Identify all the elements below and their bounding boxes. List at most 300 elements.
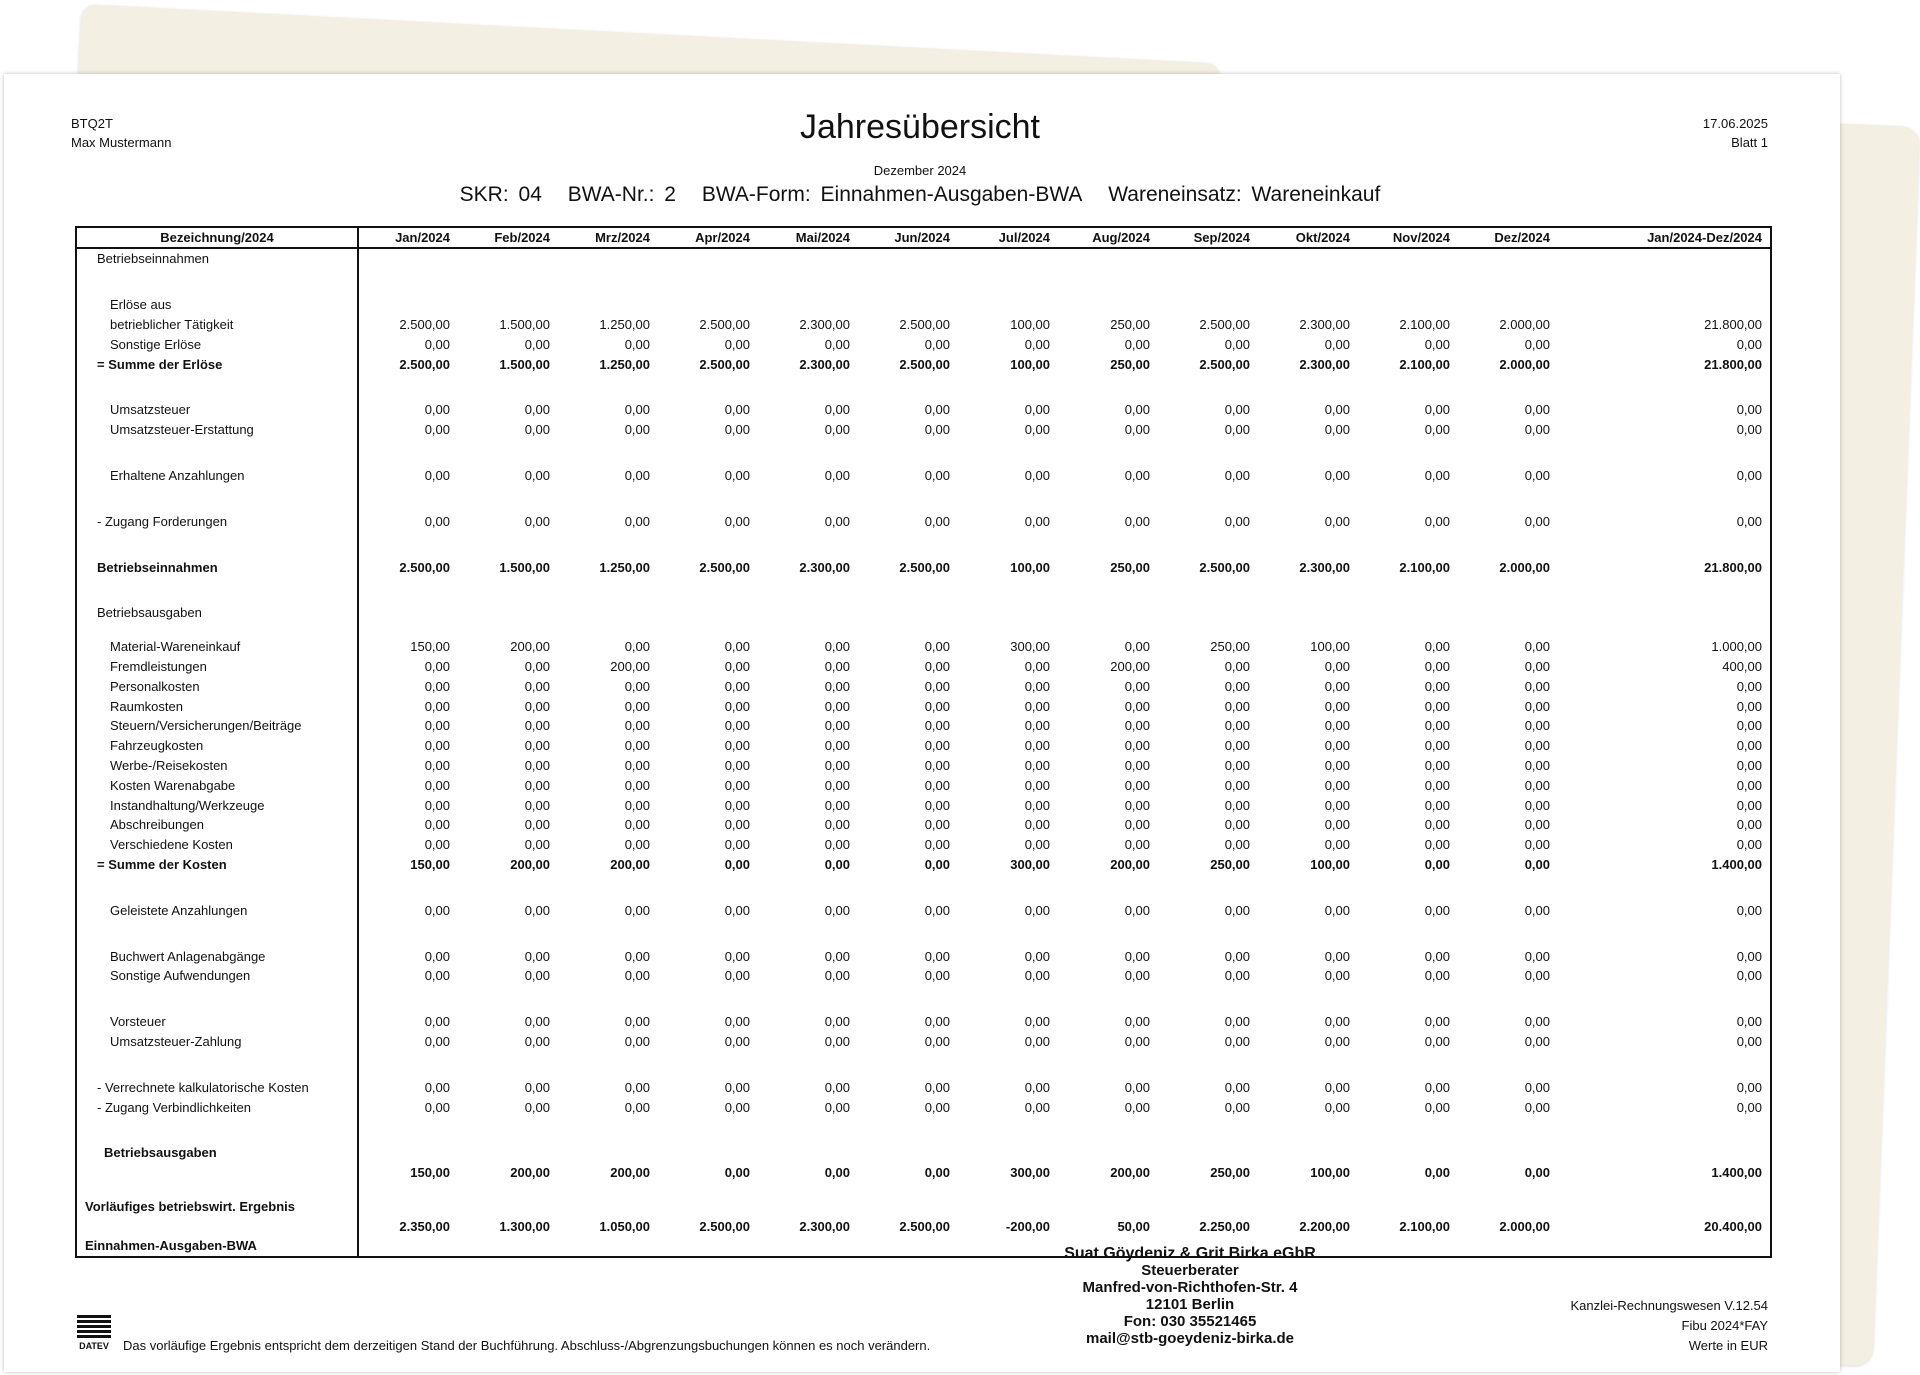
value-cell: 2.300,00 <box>799 559 850 575</box>
value-cell <box>958 295 1058 315</box>
value-cell: 0,00 <box>1224 658 1250 674</box>
spacer-cell <box>1058 374 1158 400</box>
spacer-cell <box>1558 1183 1771 1197</box>
value-cell: 0,00 <box>424 1014 450 1030</box>
value-cell: 0,00 <box>1524 797 1550 813</box>
row-label: Vorläufiges betriebswirt. Ergebnis <box>76 1197 358 1217</box>
spacer-row <box>76 623 1771 637</box>
value-cell <box>758 248 858 269</box>
value-cell: 0,00 <box>924 948 950 964</box>
value-cell <box>1158 1197 1258 1217</box>
value-cell: 0,00 <box>824 1165 850 1181</box>
value-cell: 0,00 <box>1324 467 1350 483</box>
value-cell: 0,00 <box>1224 757 1250 773</box>
spacer-cell <box>858 440 958 466</box>
row-label: Kosten Warenabgabe <box>76 775 358 795</box>
table-row <box>76 466 1771 486</box>
value-cell: 100,00 <box>1310 1165 1350 1181</box>
sheet-number: Blatt 1 <box>1731 135 1768 150</box>
row-label: Einnahmen-Ausgaben-BWA <box>76 1236 358 1257</box>
value-cell <box>758 1236 858 1257</box>
value-cell: 0,00 <box>1324 1033 1350 1049</box>
value-cell: 0,00 <box>1424 513 1450 529</box>
value-cell: 0,00 <box>1124 1033 1150 1049</box>
currency-note: Werte in EUR <box>1688 1338 1768 1353</box>
value-cell: 0,00 <box>1424 856 1450 872</box>
spacer-cell <box>1058 874 1158 900</box>
value-cell <box>358 248 458 269</box>
value-cell: 0,00 <box>624 1079 650 1095</box>
total-cell: 0,00 <box>1736 738 1762 754</box>
table-row <box>76 1012 1771 1032</box>
spacer-cell <box>658 531 758 557</box>
value-cell: 2.100,00 <box>1399 559 1450 575</box>
report-code: BTQ2T <box>71 116 113 131</box>
spacer-cell <box>858 623 958 637</box>
spacer-cell <box>1258 986 1358 1012</box>
spacer-cell <box>358 986 458 1012</box>
spacer-cell <box>858 374 958 400</box>
value-cell: 0,00 <box>1124 817 1150 833</box>
row-label: Steuern/Versicherungen/Beiträge <box>76 716 358 736</box>
total-cell: 0,00 <box>1736 902 1762 918</box>
value-cell <box>458 603 558 623</box>
column-header-month: Mai/2024 <box>758 227 858 248</box>
spacer-cell <box>458 874 558 900</box>
spacer-cell <box>76 1183 358 1197</box>
footer-right <box>1570 1296 1768 1356</box>
value-cell: 0,00 <box>1124 902 1150 918</box>
value-cell: 0,00 <box>1224 718 1250 734</box>
spacer-cell <box>458 1183 558 1197</box>
row-label: Fahrzeugkosten <box>76 736 358 756</box>
report-date: 17.06.2025 <box>1702 116 1768 131</box>
spacer-cell <box>858 1183 958 1197</box>
value-cell: 0,00 <box>824 738 850 754</box>
value-cell: 0,00 <box>924 777 950 793</box>
spacer-cell <box>76 440 358 466</box>
value-cell: 0,00 <box>424 817 450 833</box>
value-cell: 0,00 <box>624 738 650 754</box>
spacer-cell <box>1058 1117 1158 1143</box>
value-cell: 0,00 <box>724 658 750 674</box>
value-cell: 0,00 <box>424 402 450 418</box>
datev-logo-icon <box>77 1315 111 1351</box>
spacer-cell <box>458 1051 558 1077</box>
spacer-cell <box>1258 1117 1358 1143</box>
spacer-cell <box>958 920 1058 946</box>
spacer-cell <box>358 531 458 557</box>
value-cell: 0,00 <box>1324 968 1350 984</box>
value-cell: 2.500,00 <box>899 316 950 332</box>
value-cell: 0,00 <box>724 698 750 714</box>
spacer-cell <box>1158 374 1258 400</box>
spacer-cell <box>1358 920 1458 946</box>
table-row <box>76 354 1771 374</box>
value-cell <box>858 1236 958 1257</box>
spacer-cell <box>458 531 558 557</box>
value-cell: 0,00 <box>924 718 950 734</box>
value-cell: 2.000,00 <box>1499 356 1550 372</box>
value-cell: 0,00 <box>1424 1033 1450 1049</box>
total-cell: 0,00 <box>1736 797 1762 813</box>
spacer-cell <box>1158 485 1258 511</box>
total-cell: 0,00 <box>1736 1079 1762 1095</box>
spacer-cell <box>1058 623 1158 637</box>
row-label: Fremdleistungen <box>76 657 358 677</box>
total-cell: 0,00 <box>1736 718 1762 734</box>
value-cell: 0,00 <box>824 777 850 793</box>
value-cell: 0,00 <box>924 1099 950 1115</box>
table-row <box>76 334 1771 354</box>
value-cell <box>858 295 958 315</box>
value-cell: 0,00 <box>624 678 650 694</box>
value-cell: 0,00 <box>1424 639 1450 655</box>
table-row <box>76 1163 1771 1183</box>
value-cell <box>1058 295 1158 315</box>
value-cell: 2.300,00 <box>1299 559 1350 575</box>
spacer-cell <box>1158 1117 1258 1143</box>
spacer-cell <box>858 986 958 1012</box>
value-cell: 0,00 <box>1124 402 1150 418</box>
value-cell <box>1058 248 1158 269</box>
row-label: Instandhaltung/Werkzeuge <box>76 795 358 815</box>
value-cell: 0,00 <box>1424 948 1450 964</box>
value-cell: 0,00 <box>824 856 850 872</box>
value-cell: 0,00 <box>1524 698 1550 714</box>
spacer-cell <box>358 485 458 511</box>
value-cell: 0,00 <box>1524 757 1550 773</box>
value-cell: 0,00 <box>724 639 750 655</box>
spacer-cell <box>1358 374 1458 400</box>
value-cell: 0,00 <box>1224 797 1250 813</box>
value-cell: 0,00 <box>1124 422 1150 438</box>
value-cell <box>1258 295 1358 315</box>
spacer-cell <box>1258 531 1358 557</box>
skr: SKR: 04 <box>459 183 542 206</box>
value-cell: 0,00 <box>1124 678 1150 694</box>
value-cell: 0,00 <box>924 797 950 813</box>
spacer-row <box>76 1183 1771 1197</box>
value-cell: 0,00 <box>1324 658 1350 674</box>
value-cell: 0,00 <box>924 837 950 853</box>
spacer-cell <box>1558 1051 1771 1077</box>
value-cell: 0,00 <box>1524 639 1550 655</box>
value-cell <box>1358 1143 1458 1163</box>
value-cell: 0,00 <box>524 422 550 438</box>
value-cell <box>1258 603 1358 623</box>
value-cell: 0,00 <box>824 718 850 734</box>
value-cell: 2.500,00 <box>899 1218 950 1234</box>
value-cell: 0,00 <box>524 1099 550 1115</box>
spacer-cell <box>658 577 758 603</box>
row-label: = Summe der Erlöse <box>76 354 358 374</box>
value-cell: 0,00 <box>1124 639 1150 655</box>
value-cell: 2.300,00 <box>799 1218 850 1234</box>
table-row <box>76 855 1771 875</box>
row-label: Verschiedene Kosten <box>76 835 358 855</box>
spacer-cell <box>458 269 558 295</box>
total-cell: 0,00 <box>1736 698 1762 714</box>
value-cell: 0,00 <box>824 1079 850 1095</box>
spacer-cell <box>358 269 458 295</box>
column-header-month: Okt/2024 <box>1258 227 1358 248</box>
table-row <box>76 736 1771 756</box>
total-cell: 0,00 <box>1736 467 1762 483</box>
table-row <box>76 248 1771 269</box>
spacer-cell <box>358 374 458 400</box>
value-cell: 2.500,00 <box>699 316 750 332</box>
spacer-cell <box>1458 623 1558 637</box>
value-cell <box>1058 1143 1158 1163</box>
value-cell: 0,00 <box>624 467 650 483</box>
value-cell <box>758 295 858 315</box>
table-row <box>76 966 1771 986</box>
spacer-cell <box>1558 874 1771 900</box>
value-cell: 0,00 <box>1324 837 1350 853</box>
value-cell <box>1058 603 1158 623</box>
value-cell: 0,00 <box>624 1099 650 1115</box>
value-cell: 0,00 <box>1324 948 1350 964</box>
value-cell: 0,00 <box>1224 698 1250 714</box>
value-cell: 0,00 <box>1024 678 1050 694</box>
table-row <box>76 835 1771 855</box>
value-cell: 0,00 <box>724 968 750 984</box>
value-cell: 2.500,00 <box>1199 316 1250 332</box>
value-cell: 0,00 <box>1224 837 1250 853</box>
value-cell: 0,00 <box>1424 678 1450 694</box>
value-cell <box>558 603 658 623</box>
value-cell: 0,00 <box>424 467 450 483</box>
value-cell <box>458 1143 558 1163</box>
value-cell: 0,00 <box>924 513 950 529</box>
table-row <box>76 1216 1771 1236</box>
value-cell: 100,00 <box>1310 639 1350 655</box>
spacer-cell <box>958 874 1058 900</box>
value-cell: 0,00 <box>1024 1099 1050 1115</box>
row-label: Betriebsausgaben <box>76 1143 358 1163</box>
spacer-cell <box>76 1051 358 1077</box>
spacer-cell <box>658 874 758 900</box>
total-cell: 0,00 <box>1736 757 1762 773</box>
spacer-cell <box>558 577 658 603</box>
spacer-cell <box>958 623 1058 637</box>
value-cell: 0,00 <box>824 402 850 418</box>
spacer-cell <box>458 485 558 511</box>
value-cell: 0,00 <box>1424 336 1450 352</box>
value-cell <box>858 1197 958 1217</box>
table-row <box>76 657 1771 677</box>
software-version: Kanzlei-Rechnungswesen V.12.54 <box>1570 1298 1768 1313</box>
spacer-cell <box>758 920 858 946</box>
value-cell: 0,00 <box>1324 1099 1350 1115</box>
value-cell: 0,00 <box>824 757 850 773</box>
spacer-cell <box>558 874 658 900</box>
value-cell: 0,00 <box>1024 658 1050 674</box>
value-cell: 0,00 <box>824 698 850 714</box>
value-cell: 200,00 <box>510 1165 550 1181</box>
row-label: Werbe-/Reisekosten <box>76 756 358 776</box>
value-cell: 0,00 <box>424 513 450 529</box>
table-row <box>76 1143 1771 1163</box>
value-cell: 0,00 <box>424 698 450 714</box>
table-row <box>76 400 1771 420</box>
spacer-cell <box>1258 485 1358 511</box>
spacer-cell <box>858 531 958 557</box>
value-cell: 0,00 <box>524 513 550 529</box>
value-cell: 0,00 <box>424 948 450 964</box>
value-cell: 0,00 <box>1524 777 1550 793</box>
spacer-cell <box>958 440 1058 466</box>
value-cell: 0,00 <box>1424 658 1450 674</box>
value-cell <box>1158 248 1258 269</box>
total-cell: 0,00 <box>1736 837 1762 853</box>
header-right <box>1703 114 1768 152</box>
value-cell: 0,00 <box>624 902 650 918</box>
column-header-month: Sep/2024 <box>1158 227 1258 248</box>
spacer-cell <box>358 440 458 466</box>
value-cell: 0,00 <box>724 402 750 418</box>
row-label: Umsatzsteuer <box>76 400 358 420</box>
value-cell: 0,00 <box>1324 698 1350 714</box>
row-label: Umsatzsteuer-Zahlung <box>76 1032 358 1052</box>
spacer-cell <box>1258 623 1358 637</box>
spacer-cell <box>1558 440 1771 466</box>
table-row <box>76 775 1771 795</box>
value-cell: 0,00 <box>724 336 750 352</box>
spacer-cell <box>1158 269 1258 295</box>
value-cell: 0,00 <box>1424 467 1450 483</box>
spacer-cell <box>558 1051 658 1077</box>
spacer-cell <box>358 920 458 946</box>
value-cell: 0,00 <box>524 718 550 734</box>
value-cell <box>758 1143 858 1163</box>
value-cell: 2.000,00 <box>1499 316 1550 332</box>
value-cell: 0,00 <box>1224 777 1250 793</box>
spacer-cell <box>558 986 658 1012</box>
total-cell: 20.400,00 <box>1704 1218 1762 1234</box>
value-cell: 0,00 <box>1224 678 1250 694</box>
spacer-cell <box>858 1117 958 1143</box>
value-cell <box>1158 295 1258 315</box>
value-cell: 0,00 <box>924 968 950 984</box>
value-cell <box>358 1143 458 1163</box>
value-cell: 0,00 <box>1024 837 1050 853</box>
spacer-cell <box>76 874 358 900</box>
value-cell: 0,00 <box>1324 817 1350 833</box>
row-label: Geleistete Anzahlungen <box>76 900 358 920</box>
spacer-cell <box>1358 269 1458 295</box>
spacer-cell <box>1458 440 1558 466</box>
spacer-cell <box>1058 440 1158 466</box>
value-cell <box>1258 1143 1358 1163</box>
value-cell <box>758 1197 858 1217</box>
value-cell: 0,00 <box>624 513 650 529</box>
spacer-cell <box>1258 374 1358 400</box>
table-row <box>76 420 1771 440</box>
total-cell: 0,00 <box>1736 422 1762 438</box>
client-name: Max Mustermann <box>71 135 172 150</box>
value-cell: 1.050,00 <box>599 1218 650 1234</box>
spacer-cell <box>76 269 358 295</box>
value-cell: 0,00 <box>824 1099 850 1115</box>
column-header-label: Bezeichnung/2024 <box>76 227 358 248</box>
value-cell: 0,00 <box>724 678 750 694</box>
value-cell: 200,00 <box>1110 658 1150 674</box>
value-cell <box>1458 295 1558 315</box>
datev-logo-text: DATEV <box>79 1341 109 1351</box>
row-label: Sonstige Aufwendungen <box>76 966 358 986</box>
value-cell: 0,00 <box>424 658 450 674</box>
value-cell: 200,00 <box>1110 1165 1150 1181</box>
spacer-cell <box>1458 485 1558 511</box>
value-cell: 0,00 <box>924 467 950 483</box>
table-body <box>76 248 1771 1257</box>
column-header-month: Jul/2024 <box>958 227 1058 248</box>
value-cell <box>1458 1197 1558 1217</box>
value-cell: 0,00 <box>724 1099 750 1115</box>
value-cell: 0,00 <box>524 1079 550 1095</box>
value-cell: 1.500,00 <box>499 316 550 332</box>
spacer-cell <box>358 623 458 637</box>
spacer-cell <box>1258 440 1358 466</box>
value-cell: 0,00 <box>524 658 550 674</box>
value-cell <box>958 603 1058 623</box>
column-header-month: Jun/2024 <box>858 227 958 248</box>
stamp-name: Suat Göydeniz & Grit Birka eGbR <box>1064 1245 1316 1262</box>
spacer-cell <box>758 577 858 603</box>
value-cell: 200,00 <box>610 856 650 872</box>
spacer-cell <box>76 920 358 946</box>
value-cell: 0,00 <box>1224 513 1250 529</box>
value-cell <box>858 603 958 623</box>
value-cell: 2.500,00 <box>399 559 450 575</box>
value-cell <box>458 295 558 315</box>
value-cell: 0,00 <box>1524 902 1550 918</box>
value-cell: 0,00 <box>1424 1014 1450 1030</box>
value-cell: 0,00 <box>1424 757 1450 773</box>
footnote: Das vorläufige Ergebnis entspricht dem derzeitigen Stand der Buchführung. Abschluss-/Abgrenzungsbuchungen können es noch verändern. <box>123 1338 931 1353</box>
spacer-cell <box>1058 1183 1158 1197</box>
spacer-cell <box>1458 986 1558 1012</box>
report-period: Dezember 2024 <box>873 163 967 178</box>
spacer-cell <box>758 485 858 511</box>
spacer-cell <box>76 986 358 1012</box>
value-cell: 0,00 <box>1124 718 1150 734</box>
value-cell: 0,00 <box>1024 336 1050 352</box>
row-label: Erhaltene Anzahlungen <box>76 466 358 486</box>
value-cell: 2.500,00 <box>399 356 450 372</box>
value-cell <box>458 1236 558 1257</box>
spacer-cell <box>1558 485 1771 511</box>
value-cell: 1.250,00 <box>599 316 650 332</box>
column-header-month: Aug/2024 <box>1058 227 1158 248</box>
value-cell: 0,00 <box>524 336 550 352</box>
value-cell <box>458 248 558 269</box>
spacer-cell <box>858 874 958 900</box>
stamp-street: Manfred-von-Richthofen-Str. 4 <box>1082 1279 1298 1296</box>
spacer-cell <box>1358 986 1458 1012</box>
value-cell: 250,00 <box>1210 1165 1250 1181</box>
row-label: = Summe der Kosten <box>76 855 358 875</box>
value-cell: 0,00 <box>1124 837 1150 853</box>
value-cell: 2.500,00 <box>399 316 450 332</box>
value-cell <box>658 1236 758 1257</box>
spacer-cell <box>958 577 1058 603</box>
spacer-cell <box>358 1117 458 1143</box>
value-cell: 250,00 <box>1210 639 1250 655</box>
value-cell <box>658 1197 758 1217</box>
